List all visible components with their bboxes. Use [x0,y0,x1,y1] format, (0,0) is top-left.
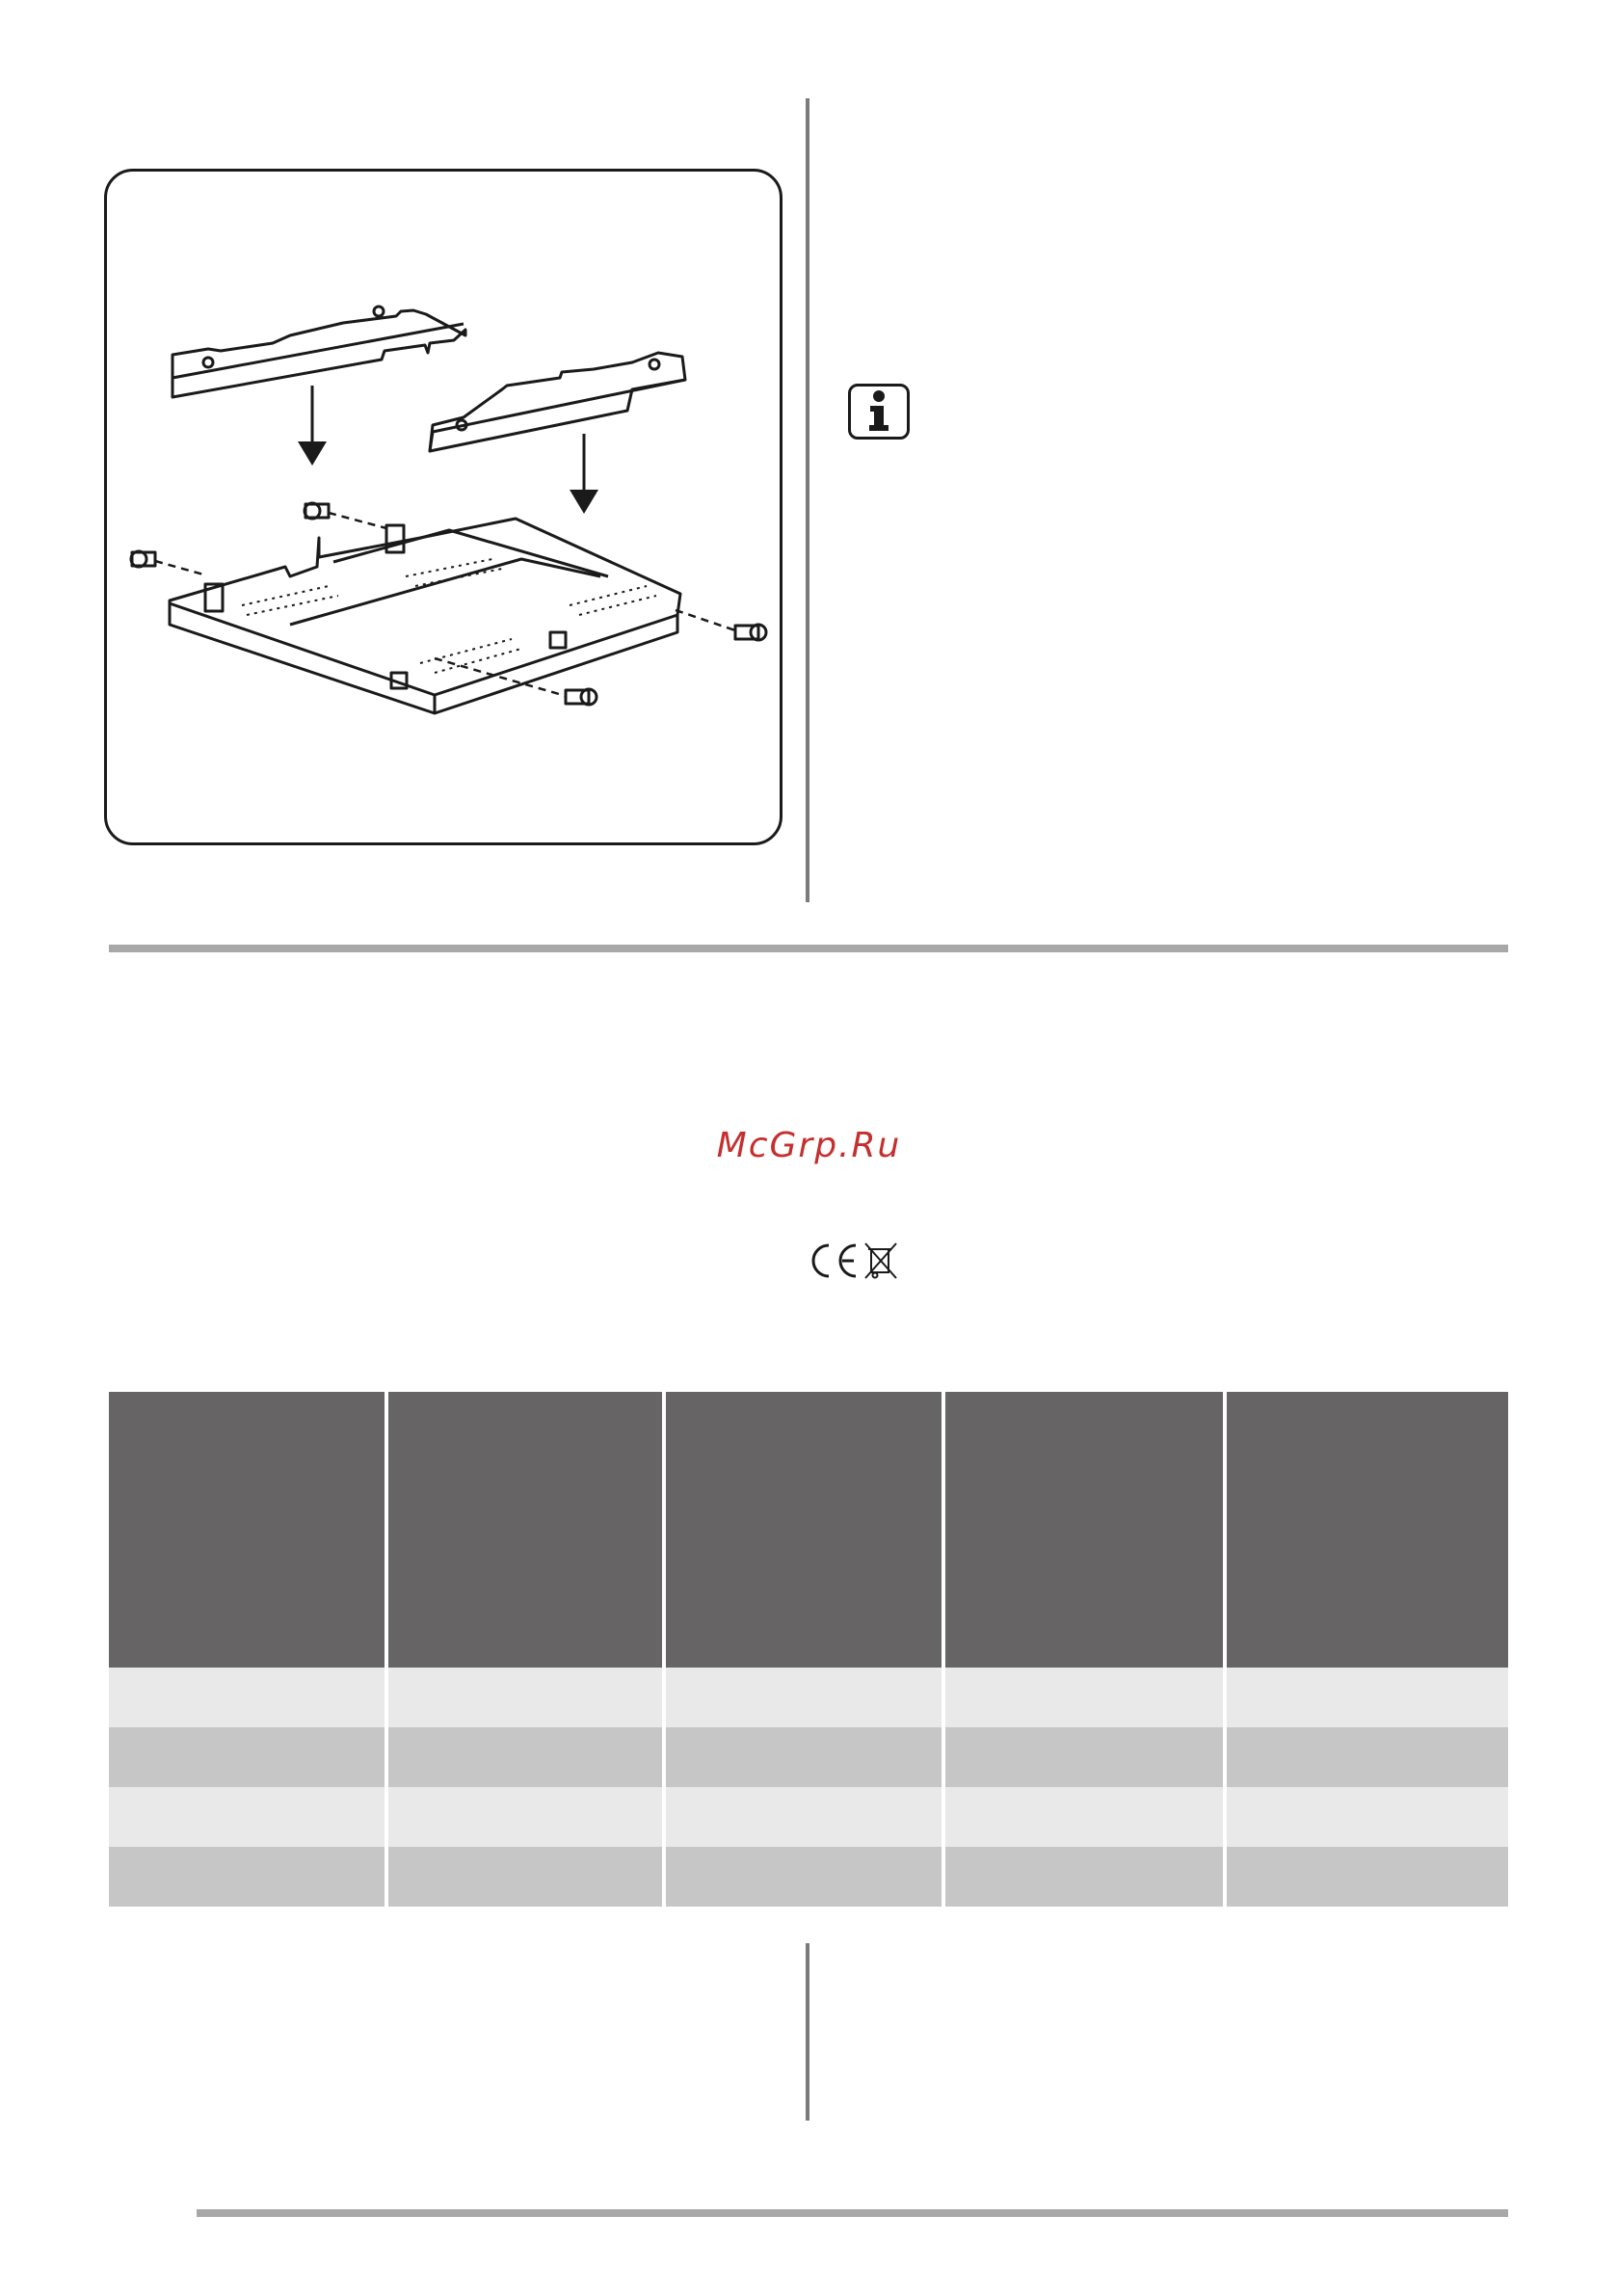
table-cell [1225,1787,1508,1847]
bracket-assembly-drawing [107,172,785,848]
table-cell [943,1668,1225,1727]
table-cell [386,1668,664,1727]
table-cell [664,1668,943,1727]
table-cell [386,1727,664,1787]
base-tray [170,519,680,695]
table-cell [664,1727,943,1787]
info-icon [848,384,910,440]
section-rule-top [109,945,1508,952]
installation-figure [104,169,782,845]
table-cell [943,1787,1225,1847]
ce-mark-icon [813,1245,856,1276]
column-divider-bottom [806,1943,809,2121]
bracket-left [172,310,465,397]
compliance-marks [808,1240,904,1282]
section-rule-bottom [197,2209,1508,2217]
table-row [109,1727,1508,1787]
header-cell-3 [664,1392,943,1668]
table-row [109,1847,1508,1907]
header-cell-2 [386,1392,664,1668]
table-cell [109,1727,386,1787]
column-divider-top [806,98,809,902]
table-cell [1225,1847,1508,1907]
table-header-row [109,1392,1508,1668]
weee-crossed-bin-icon [865,1243,896,1278]
table-cell [943,1727,1225,1787]
table-row [109,1787,1508,1847]
table-cell [109,1668,386,1727]
table-cell [386,1847,664,1907]
table-cell [943,1847,1225,1907]
table-cell [664,1787,943,1847]
table-cell [1225,1727,1508,1787]
header-cell-4 [943,1392,1225,1668]
table-cell [386,1787,664,1847]
table-cell [664,1847,943,1907]
bracket-right [430,353,685,451]
specification-table [109,1392,1508,1907]
watermark: McGrp.Ru [716,1126,902,1165]
header-cell-1 [109,1392,386,1668]
table-cell [1225,1668,1508,1727]
table-cell [109,1847,386,1907]
table-cell [109,1787,386,1847]
header-cell-5 [1225,1392,1508,1668]
table-row [109,1668,1508,1727]
